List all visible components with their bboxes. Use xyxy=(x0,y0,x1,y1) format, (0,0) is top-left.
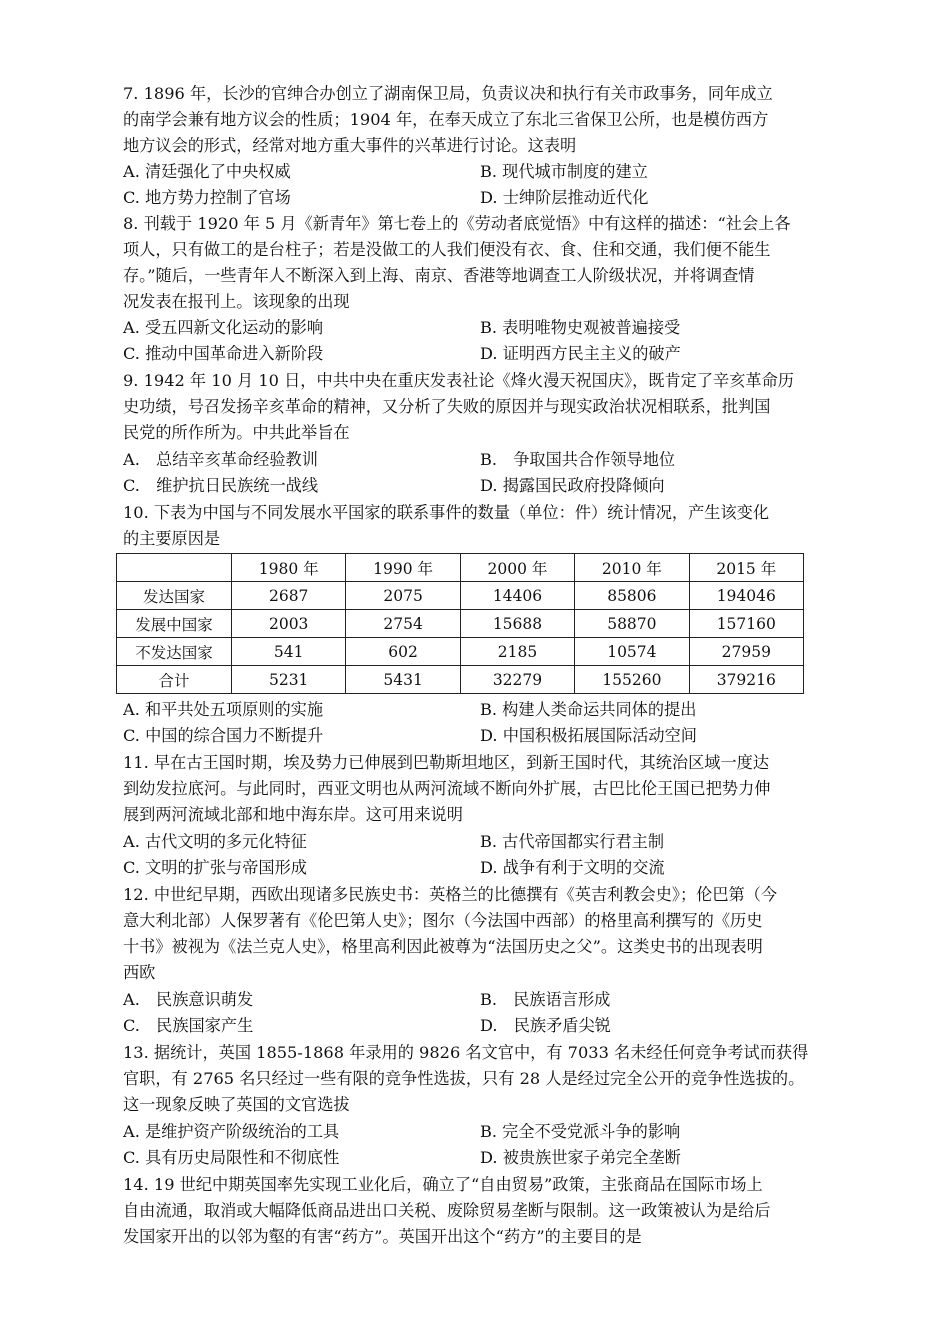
table-cell: 14406 xyxy=(460,582,574,610)
q11-stem-line: 展到两河流域北部和地中海东岸。这可用来说明 xyxy=(123,805,463,824)
q11-option-c: C. 文明的扩张与帝国形成 xyxy=(123,858,307,877)
table-header-cell: 2010 年 xyxy=(575,554,689,582)
table-cell: 27959 xyxy=(689,638,803,666)
table-row-label: 不发达国家 xyxy=(117,638,232,666)
q11-option-a: A. 古代文明的多元化特征 xyxy=(123,832,307,851)
table-cell: 5231 xyxy=(232,666,346,694)
table-cell: 155260 xyxy=(575,666,689,694)
table-cell: 379216 xyxy=(689,666,803,694)
q10-option-a: A. 和平共处五项原则的实施 xyxy=(123,700,324,719)
q7-option-d: D. 士绅阶层推动近代化 xyxy=(480,188,649,207)
q7-option-c: C. 地方势力控制了官场 xyxy=(123,188,291,207)
q7-option-b: B. 现代城市制度的建立 xyxy=(480,162,648,181)
q12-stem-line: 十书》被视为《法兰克人史》，格里高利因此被尊为“法国历史之父”。这类史书的出现表明 xyxy=(123,937,763,956)
q8-option-a: A. 受五四新文化运动的影响 xyxy=(123,318,324,337)
q13-option-b: B. 完全不受党派斗争的影响 xyxy=(480,1122,681,1141)
q13-stem-line: 这一现象反映了英国的文官选拔 xyxy=(123,1095,350,1114)
q8-stem-line: 况发表在报刊上。该现象的出现 xyxy=(123,292,350,311)
q11-stem-line: 到幼发拉底河。与此同时，西亚文明也从两河流域不断向外扩展，古巴比伦王国已把势力伸 xyxy=(123,779,771,798)
table-cell: 58870 xyxy=(575,610,689,638)
table-cell: 541 xyxy=(232,638,346,666)
q8-option-d: D. 证明西方民主主义的破产 xyxy=(480,344,681,363)
table-header-cell xyxy=(117,554,232,582)
table-cell: 157160 xyxy=(689,610,803,638)
q13-stem-line: 官职，有 2765 名只经过一些有限的竞争性选拔，只有 28 人是经过完全公开的竞争性选拔的。 xyxy=(123,1069,805,1088)
q9-option-b: B. 争取国共合作领导地位 xyxy=(480,450,676,469)
table-row-label: 发达国家 xyxy=(117,582,232,610)
q12-stem-line: 意大利北部）人保罗著有《伦巴第人史》；图尔（今法国中西部）的格里高利撰写的《历史 xyxy=(123,911,763,930)
q8-option-b: B. 表明唯物史观被普遍接受 xyxy=(480,318,681,337)
q9-option-c: C. 维护抗日民族统一战线 xyxy=(123,476,319,495)
table-cell: 2003 xyxy=(232,610,346,638)
q13-stem-line: 13. 据统计，英国 1855-1868 年录用的 9826 名文官中，有 7033 名未经任何竞争考试而获得 xyxy=(123,1043,809,1062)
table-header-cell: 2000 年 xyxy=(460,554,574,582)
q7-stem-line: 7. 1896 年，长沙的官绅合办创立了湖南保卫局，负责议决和执行有关市政事务，同年成立 xyxy=(123,84,773,103)
table-row xyxy=(117,610,804,638)
table-cell: 85806 xyxy=(575,582,689,610)
q9-option-d: D. 揭露国民政府投降倾向 xyxy=(480,476,665,495)
q14-stem-line: 自由流通，取消或大幅降低商品进出口关税、废除贸易垄断与限制。这一政策被认为是给后 xyxy=(123,1201,771,1220)
q12-option-b: B. 民族语言形成 xyxy=(480,990,611,1009)
table-cell: 2687 xyxy=(232,582,346,610)
q10-stem-line: 的主要原因是 xyxy=(123,529,221,548)
contact-events-table xyxy=(116,553,804,694)
q10-option-b: B. 构建人类命运共同体的提出 xyxy=(480,700,697,719)
q7-stem-line: 的南学会兼有地方议会的性质；1904 年，在奉天成立了东北三省保卫公所，也是模仿西方 xyxy=(123,110,769,129)
q11-stem-line: 11. 早在古王国时期，埃及势力已伸展到巴勒斯坦地区，到新王国时代，其统治区域一度达 xyxy=(123,753,770,772)
q13-option-c: C. 具有历史局限性和不彻底性 xyxy=(123,1148,340,1167)
table-row xyxy=(117,666,804,694)
q13-option-a: A. 是维护资产阶级统治的工具 xyxy=(123,1122,340,1141)
q13-option-d: D. 被贵族世家子弟完全垄断 xyxy=(480,1148,681,1167)
table-cell: 32279 xyxy=(460,666,574,694)
table-header-cell: 1990 年 xyxy=(346,554,460,582)
table-cell: 194046 xyxy=(689,582,803,610)
table-cell: 2075 xyxy=(346,582,460,610)
q7-option-a: A. 清廷强化了中央权威 xyxy=(123,162,291,181)
q12-option-d: D. 民族矛盾尖锐 xyxy=(480,1016,611,1035)
q10-option-d: D. 中国积极拓展国际活动空间 xyxy=(480,726,697,745)
q8-stem-line: 存。”随后，一些青年人不断深入到上海、南京、香港等地调查工人阶级状况，并将调查情 xyxy=(123,266,755,285)
table-cell: 15688 xyxy=(460,610,574,638)
table-row xyxy=(117,638,804,666)
q12-option-c: C. 民族国家产生 xyxy=(123,1016,254,1035)
q8-stem-line: 8. 刊载于 1920 年 5 月《新青年》第七卷上的《劳动者底觉悟》中有这样的描述：“社会上各 xyxy=(123,214,791,233)
q9-stem-line: 民党的所作所为。中共此举旨在 xyxy=(123,423,350,442)
q11-option-b: B. 古代帝国都实行君主制 xyxy=(480,832,665,851)
q9-stem-line: 史功绩，号召发扬辛亥革命的精神，又分析了失败的原因并与现实政治状况相联系，批判国 xyxy=(123,397,771,416)
table-cell: 5431 xyxy=(346,666,460,694)
table-cell: 10574 xyxy=(575,638,689,666)
q14-stem-line: 14. 19 世纪中期英国率先实现工业化后，确立了“自由贸易”政策，主张商品在国际市场上 xyxy=(123,1175,763,1194)
table-cell: 2185 xyxy=(460,638,574,666)
table-header-row xyxy=(117,554,804,582)
table-row-label: 合计 xyxy=(117,666,232,694)
q11-option-d: D. 战争有利于文明的交流 xyxy=(480,858,665,877)
q12-option-a: A. 民族意识萌发 xyxy=(123,990,254,1009)
q8-stem-line: 项人，只有做工的是台柱子；若是没做工的人我们便没有衣、食、住和交通，我们便不能生 xyxy=(123,240,771,259)
table-row-label: 发展中国家 xyxy=(117,610,232,638)
table-header-cell: 2015 年 xyxy=(689,554,803,582)
q14-stem-line: 发国家开出的以邻为壑的有害“药方”。英国开出这个“药方”的主要目的是 xyxy=(123,1227,642,1246)
q9-option-a: A. 总结辛亥革命经验教训 xyxy=(123,450,318,469)
table-cell: 2754 xyxy=(346,610,460,638)
q12-stem-line: 12. 中世纪早期，西欧出现诸多民族史书：英格兰的比德撰有《英吉利教会史》；伦巴第（今 xyxy=(123,885,778,904)
table-cell: 602 xyxy=(346,638,460,666)
q12-stem-line: 西欧 xyxy=(123,963,156,982)
q9-stem-line: 9. 1942 年 10 月 10 日，中共中央在重庆发表社论《烽火漫天祝国庆》，既肯定了辛亥革命历 xyxy=(123,371,794,390)
table-row xyxy=(117,582,804,610)
q10-option-c: C. 中国的综合国力不断提升 xyxy=(123,726,324,745)
q7-stem-line: 地方议会的形式，经常对地方重大事件的兴革进行讨论。这表明 xyxy=(123,136,577,155)
q8-option-c: C. 推动中国革命进入新阶段 xyxy=(123,344,324,363)
table-header-cell: 1980 年 xyxy=(232,554,346,582)
q10-stem-line: 10. 下表为中国与不同发展水平国家的联系事件的数量（单位：件）统计情况，产生该变化 xyxy=(123,503,770,522)
